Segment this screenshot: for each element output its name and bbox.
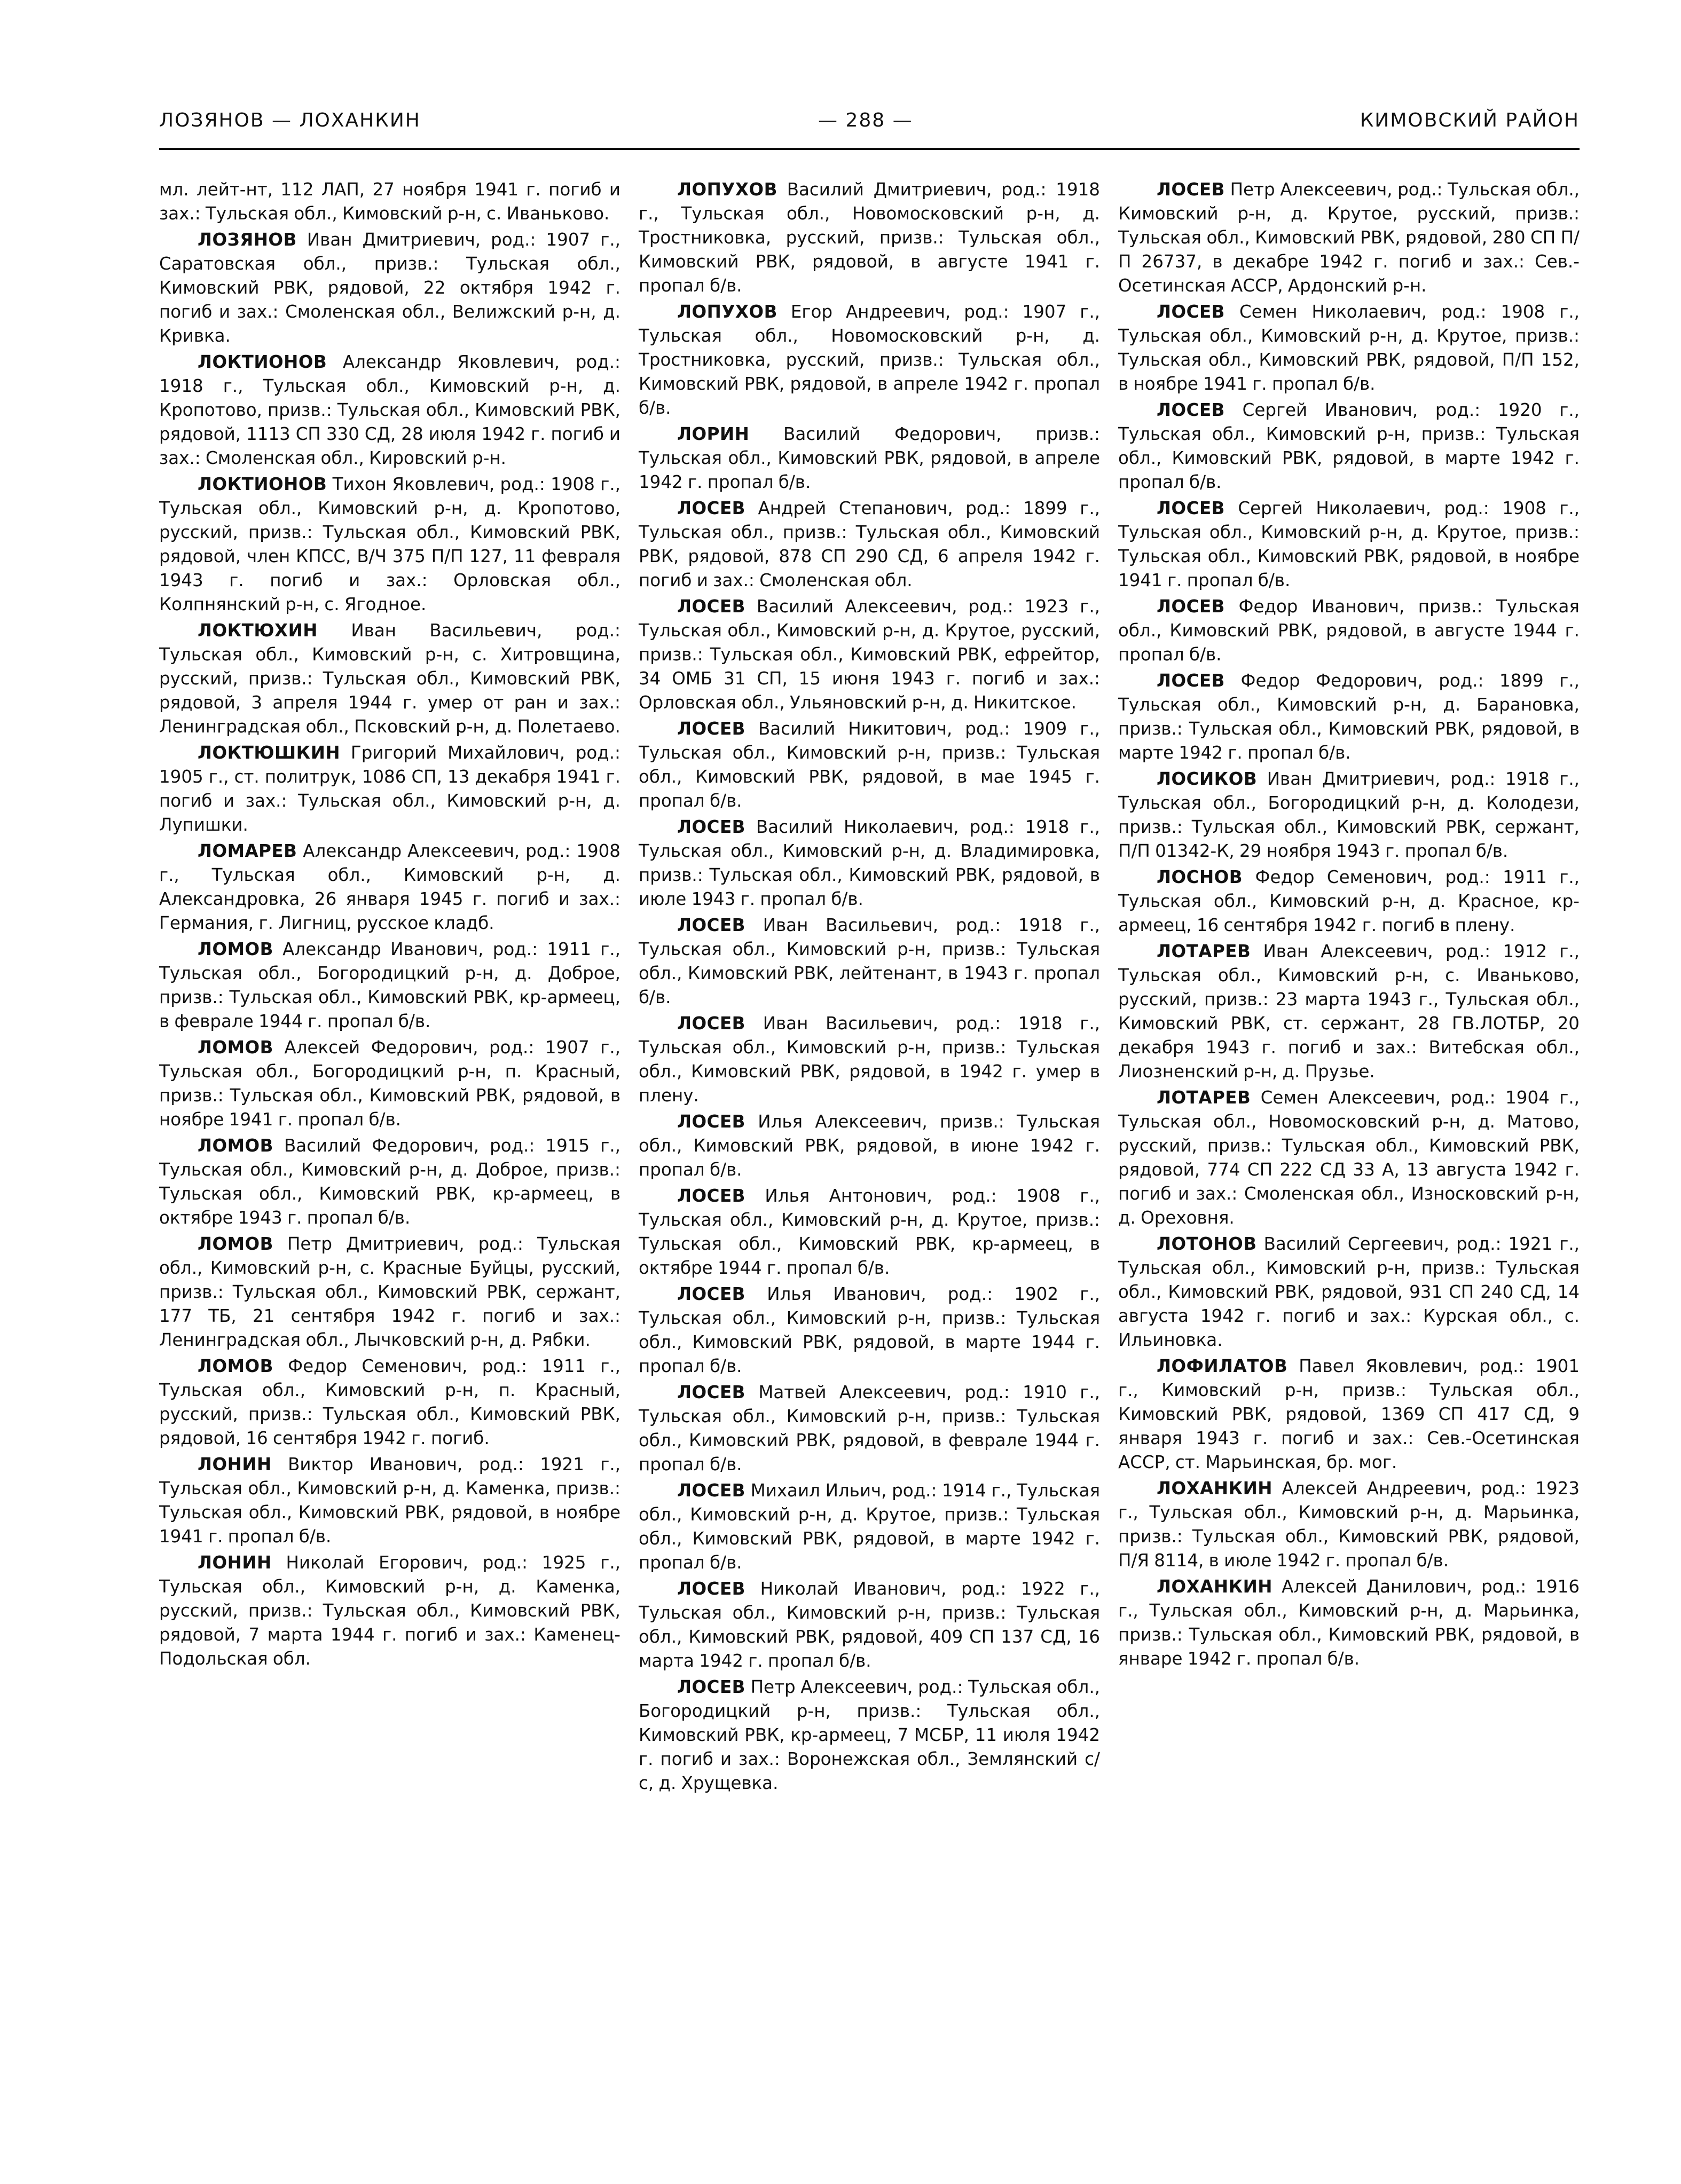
entry xyxy=(639,1282,1100,1378)
text-column-1 xyxy=(159,178,620,1673)
entry-surname: ЛОКТЮХИН xyxy=(198,620,318,641)
entry-text: Матвей Алексеевич, род.: 1910 г., Тульская обл., Кимовский р-н, призв.: Тульская обл., Кимовский РВК, рядовой, в феврале 1944 г. пропал б/в. xyxy=(639,1382,1100,1475)
entry-surname: ЛОСЕВ xyxy=(1157,302,1225,322)
entry xyxy=(639,1479,1100,1575)
entry-text: Иван Дмитриевич, род.: 1918 г., Тульская обл., Богородицкий р-н, д. Колодези, призв.: Тульская обл., Кимовский РВК, сержант, П/П 01342-К, 29 ноября 1943 г. пропал б/в. xyxy=(1118,769,1580,861)
entry xyxy=(159,178,620,226)
entry-surname: ЛОРИН xyxy=(677,424,750,444)
entry-surname: ЛОМОВ xyxy=(198,1234,273,1254)
entry-text: Егор Андреевич, род.: 1907 г., Тульская обл., Новомосковский р-н, д. Тростниковка, русский, призв.: Тульская обл., Кимовский РВК, рядовой, в апреле 1942 г. пропал б/в. xyxy=(639,302,1100,418)
entry-text: Василий Федорович, призв.: Тульская обл., Кимовский РВК, рядовой, в апреле 1942 г. пропал б/в. xyxy=(639,424,1100,492)
entry-text: Василий Алексеевич, род.: 1923 г., Тульская обл., Кимовский р-н, д. Крутое, русский, призв.: Тульская обл., Кимовский РВК, ефрейтор, 34 ОМБ 31 СП, 15 июня 1943 г. погиб и зах.: Орловская обл., Ульяновский р-н, д. Никитское. xyxy=(639,596,1100,713)
entry-text: Петр Алексеевич, род.: Тульская обл., Кимовский р-н, д. Крутое, русский, призв.: Тульская обл., Кимовский РВК, рядовой, 280 СП П/П 26737, в декабре 1942 г. погиб и зах.: Сев.-Осетинская АССР, Ардонский р-н. xyxy=(1118,179,1580,296)
header-rule xyxy=(159,148,1580,150)
entry-text: Иван Васильевич, род.: 1918 г., Тульская обл., Кимовский р-н, призв.: Тульская обл., Кимовский РВК, лейтенант, в 1943 г. пропал б/в. xyxy=(639,915,1100,1007)
entry xyxy=(159,1232,620,1352)
entry-text: Василий Никитович, род.: 1909 г., Тульская обл., Кимовский р-н, призв.: Тульская обл., Кимовский РВК, рядовой, в мае 1945 г. пропал б/в. xyxy=(639,719,1100,811)
entry-text: Илья Алексеевич, призв.: Тульская обл., Кимовский РВК, рядовой, в июне 1942 г. пропал б/в. xyxy=(639,1111,1100,1180)
entry-surname: ЛОСЕВ xyxy=(677,817,745,837)
entry-text: Григорий Михайлович, род.: 1905 г., ст. политрук, 1086 СП, 13 декабря 1941 г. погиб и зах.: Тульская обл., Кимовский р-н, д. Лупишки. xyxy=(159,743,620,835)
entry xyxy=(639,1577,1100,1673)
entry xyxy=(159,472,620,617)
entry-surname: ЛОСНОВ xyxy=(1157,867,1243,887)
entry-text: Федор Семенович, род.: 1911 г., Тульская обл., Кимовский р-н, д. Красное, кр-армеец, 16 сентября 1942 г. погиб в плену. xyxy=(1118,867,1580,935)
entry-text: Петр Дмитриевич, род.: Тульская обл., Кимовский р-н, с. Красные Буйцы, русский, призв.: Тульская обл., Кимовский РВК, сержант, 177 ТБ, 21 сентября 1942 г. погиб и зах.: Ленинградская обл., Лычковский р-н, д. Рябки. xyxy=(159,1234,620,1350)
entry-surname: ЛОМОВ xyxy=(198,1037,273,1058)
entry-text: Василий Федорович, род.: 1915 г., Тульская обл., Кимовский р-н, д. Доброе, призв.: Тульская обл., Кимовский РВК, кр-армеец, в октябре 1943 г. пропал б/в. xyxy=(159,1136,620,1228)
entry xyxy=(1118,1354,1580,1475)
entry-surname: ЛОСЕВ xyxy=(677,1111,745,1132)
entry-text: Алексей Данилович, род.: 1916 г., Тульская обл., Кимовский р-н, д. Марьинка, призв.: Тульская обл., Кимовский РВК, рядовой, в январе 1942 г. пропал б/в. xyxy=(1118,1576,1580,1669)
entry-text: Иван Дмитриевич, род.: 1907 г., Саратовская обл., призв.: Тульская обл., Кимовский РВК, рядовой, 22 октября 1942 г. погиб и зах.: Смоленская обл., Велижский р-н, д. Кривка. xyxy=(159,230,620,346)
entry xyxy=(1118,178,1580,298)
running-head-right: КИМОВСКИЙ РАЙОН xyxy=(1360,109,1580,131)
running-head-left: ЛОЗЯНОВ — ЛОХАНКИН xyxy=(159,109,421,131)
entry-text: Алексей Федорович, род.: 1907 г., Тульская обл., Богородицкий р-н, п. Красный, призв.: Тульская обл., Кимовский РВК, рядовой, в ноябре 1941 г. пропал б/в. xyxy=(159,1037,620,1130)
entry xyxy=(639,496,1100,593)
entry xyxy=(1118,865,1580,937)
entry xyxy=(1118,1232,1580,1352)
text-column-3 xyxy=(1118,178,1580,1673)
entry-surname: ЛОТАРЕВ xyxy=(1157,941,1251,961)
entry-surname: ЛОМОВ xyxy=(198,1136,273,1156)
entry-surname: ЛОСЕВ xyxy=(677,596,745,617)
entry xyxy=(1118,1477,1580,1573)
entry-surname: ЛОСЕВ xyxy=(677,1579,745,1599)
entry xyxy=(639,595,1100,715)
entry xyxy=(159,1453,620,1549)
entry xyxy=(1118,1086,1580,1230)
entry-text: Николай Иванович, род.: 1922 г., Тульская обл., Кимовский р-н, призв.: Тульская обл., Кимовский РВК, рядовой, 409 СП 137 СД, 16 марта 1942 г. пропал б/в. xyxy=(639,1579,1100,1671)
entry-surname: ЛОСЕВ xyxy=(677,719,745,739)
entry-text: Федор Федорович, род.: 1899 г., Тульская обл., Кимовский р-н, д. Барановка, призв.: Тульская обл., Кимовский РВК, рядовой, в марте 1942 г. пропал б/в. xyxy=(1118,671,1580,763)
entry-surname: ЛОФИЛАТОВ xyxy=(1157,1356,1288,1376)
entry xyxy=(159,228,620,348)
entry-text: Федор Семенович, род.: 1911 г., Тульская обл., Кимовский р-н, п. Красный, русский, призв.: Тульская обл., Кимовский РВК, рядовой, 16 сентября 1942 г. погиб. xyxy=(159,1356,620,1448)
entry-text: Федор Иванович, призв.: Тульская обл., Кимовский РВК, рядовой, в августе 1944 г. пропал б/в. xyxy=(1118,596,1580,665)
entry-surname: ЛОКТИОНОВ xyxy=(198,352,327,372)
running-head xyxy=(159,109,1580,141)
entry xyxy=(639,1675,1100,1795)
entry xyxy=(159,350,620,470)
entry xyxy=(639,422,1100,494)
entry xyxy=(639,300,1100,420)
entry xyxy=(159,1134,620,1230)
entry-text: Иван Алексеевич, род.: 1912 г., Тульская обл., Кимовский р-н, с. Иваньково, русский, призв.: 23 марта 1943 г., Тульская обл., Кимовский РВК, ст. сержант, 28 ГВ.ЛОТБР, 20 декабря 1943 г. погиб и зах.: Витебская обл., Лиозненский р-н, д. Прузье. xyxy=(1118,941,1580,1082)
entry-text: Петр Алексеевич, род.: Тульская обл., Богородицкий р-н, призв.: Тульская обл., Кимовский РВК, кр-армеец, 7 МСБР, 11 июля 1942 г. погиб и зах.: Воронежская обл., Землянский с/с, д. Хрущевка. xyxy=(639,1677,1100,1793)
entry-text: Тихон Яковлевич, род.: 1908 г., Тульская обл., Кимовский р-н, д. Кропотово, русский, призв.: Тульская обл., Кимовский РВК, рядовой, член КПСС, В/Ч 375 П/П 127, 11 февраля 1943 г. погиб и зах.: Орловская обл., Колпнянский р-н, с. Ягодное. xyxy=(159,474,620,614)
entry xyxy=(1118,398,1580,494)
entry xyxy=(159,741,620,837)
entry-surname: ЛОМАРЕВ xyxy=(198,841,297,861)
entry-text: Илья Иванович, род.: 1902 г., Тульская обл., Кимовский р-н, призв.: Тульская обл., Кимовский РВК, рядовой, в марте 1944 г. пропал б/в. xyxy=(639,1284,1100,1376)
entry xyxy=(639,717,1100,813)
entry xyxy=(639,178,1100,298)
entry xyxy=(1118,767,1580,863)
entry-surname: ЛОСИКОВ xyxy=(1157,769,1258,789)
entry-text: Сергей Николаевич, род.: 1908 г., Тульская обл., Кимовский р-н, д. Крутое, призв.: Тульская обл., Кимовский РВК, рядовой, в ноябре 1941 г. пропал б/в. xyxy=(1118,498,1580,590)
entry-text: Василий Николаевич, род.: 1918 г., Тульская обл., Кимовский р-н, д. Владимировка, призв.: Тульская обл., Кимовский РВК, рядовой, в июле 1943 г. пропал б/в. xyxy=(639,817,1100,909)
entry xyxy=(159,1036,620,1132)
entry-text: Василий Дмитриевич, род.: 1918 г., Тульская обл., Новомосковский р-н, д. Тростниковка, русский, призв.: Тульская обл., Кимовский РВК, рядовой, в августе 1941 г. пропал б/в. xyxy=(639,179,1100,296)
entry-text: Василий Сергеевич, род.: 1921 г., Тульская обл., Кимовский р-н, призв.: Тульская обл., Кимовский РВК, рядовой, 931 СП 240 СД, 14 августа 1942 г. погиб и зах.: Курская обл., с. Ильиновка. xyxy=(1118,1234,1580,1350)
entry-text: Александр Яковлевич, род.: 1918 г., Тульская обл., Кимовский р-н, д. Кропотово, призв.: Тульская обл., Кимовский РВК, рядовой, 1113 СП 330 СД, 28 июля 1942 г. погиб и зах.: Смоленская обл., Кировский р-н. xyxy=(159,352,620,468)
page-number: — 288 — xyxy=(818,109,913,131)
entry-text: Андрей Степанович, род.: 1899 г., Тульская обл., призв.: Тульская обл., Кимовский РВК, рядовой, 878 СП 290 СД, 6 апреля 1942 г. погиб и зах.: Смоленская обл. xyxy=(639,498,1100,590)
entry-surname: ЛОСЕВ xyxy=(677,1013,745,1034)
entry-surname: ЛОСЕВ xyxy=(1157,671,1225,691)
entry xyxy=(1118,595,1580,667)
entry-text: мл. лейт-нт, 112 ЛАП, 27 ноября 1941 г. погиб и зах.: Тульская обл., Кимовский р-н, с. Иваньково. xyxy=(159,179,620,224)
entry xyxy=(639,1184,1100,1280)
entry-surname: ЛОМОВ xyxy=(198,939,273,959)
entry xyxy=(639,815,1100,911)
entry-text: Семен Алексеевич, род.: 1904 г., Тульская обл., Новомосковский р-н, д. Матово, русский, призв.: Тульская обл., Кимовский РВК, рядовой, 774 СП 222 СД 33 А, 13 августа 1942 г. погиб и зах.: Смоленская обл., Износковский р-н, д. Ореховня. xyxy=(1118,1087,1580,1228)
entry xyxy=(639,913,1100,1010)
entry xyxy=(639,1110,1100,1182)
text-column-2 xyxy=(639,178,1100,1797)
entry xyxy=(1118,669,1580,765)
entry xyxy=(159,839,620,935)
entry xyxy=(159,619,620,739)
entry-surname: ЛОТАРЕВ xyxy=(1157,1087,1251,1108)
entry xyxy=(1118,940,1580,1084)
entry-surname: ЛОСЕВ xyxy=(677,1677,745,1697)
entry-surname: ЛОСЕВ xyxy=(1157,179,1225,200)
entry-text: Семен Николаевич, род.: 1908 г., Тульская обл., Кимовский р-н, д. Крутое, призв.: Тульская обл., Кимовский РВК, рядовой, П/П 152, в ноябре 1941 г. пропал б/в. xyxy=(1118,302,1580,394)
entry-text: Алексей Андреевич, род.: 1923 г., Тульская обл., Кимовский р-н, д. Марьинка, призв.: Тульская обл., Кимовский РВК, рядовой, П/Я 8114, в июле 1942 г. пропал б/в. xyxy=(1118,1478,1580,1571)
entry-surname: ЛОСЕВ xyxy=(677,1480,745,1501)
entry xyxy=(159,1354,620,1450)
entry-surname: ЛОХАНКИН xyxy=(1157,1576,1272,1597)
entry-text: Иван Васильевич, род.: 1918 г., Тульская обл., Кимовский р-н, призв.: Тульская обл., Кимовский РВК, рядовой, в 1942 г. умер в плену. xyxy=(639,1013,1100,1106)
entry-surname: ЛОСЕВ xyxy=(1157,400,1225,420)
entry-surname: ЛОХАНКИН xyxy=(1157,1478,1272,1499)
entry-text: Иван Васильевич, род.: Тульская обл., Кимовский р-н, с. Хитровщина, русский, призв.: Тульская обл., Кимовский РВК, рядовой, 3 апреля 1944 г. умер от ран и зах.: Ленинградская обл., Псковский р-н, д. Полетаево. xyxy=(159,620,620,737)
entry-text: Илья Антонович, род.: 1908 г., Тульская обл., Кимовский р-н, д. Крутое, призв.: Тульская обл., Кимовский РВК, кр-армеец, в октябре 1944 г. пропал б/в. xyxy=(639,1186,1100,1278)
entry-surname: ЛОКТИОНОВ xyxy=(198,474,327,494)
entry-surname: ЛОСЕВ xyxy=(1157,498,1225,518)
entry xyxy=(1118,1575,1580,1671)
entry xyxy=(639,1012,1100,1108)
entry xyxy=(159,1551,620,1671)
entry xyxy=(639,1381,1100,1477)
entry xyxy=(159,937,620,1034)
entry xyxy=(1118,496,1580,593)
entry-surname: ЛОСЕВ xyxy=(677,1186,745,1206)
entry-text: Александр Иванович, род.: 1911 г., Тульская обл., Богородицкий р-н, д. Доброе, призв.: Тульская обл., Кимовский РВК, кр-армеец, в феврале 1944 г. пропал б/в. xyxy=(159,939,620,1031)
entry-surname: ЛОНИН xyxy=(198,1552,272,1573)
entry-surname: ЛОСЕВ xyxy=(677,915,745,935)
entry-text: Николай Егорович, род.: 1925 г., Тульская обл., Кимовский р-н, д. Каменка, русский, призв.: Тульская обл., Кимовский РВК, рядовой, 7 марта 1944 г. погиб и зах.: Каменец-Подольская обл. xyxy=(159,1552,620,1669)
entry-text: Виктор Иванович, род.: 1921 г., Тульская обл., Кимовский р-н, д. Каменка, призв.: Тульская обл., Кимовский РВК, рядовой, в ноябре 1941 г. пропал б/в. xyxy=(159,1454,620,1547)
entry-text: Александр Алексеевич, род.: 1908 г., Тульская обл., Кимовский р-н, д. Александровка, 26 января 1945 г. погиб и зах.: Германия, г. Лигниц, русское кладб. xyxy=(159,841,620,933)
entry-surname: ЛОПУХОВ xyxy=(677,179,777,200)
entry-text: Сергей Иванович, род.: 1920 г., Тульская обл., Кимовский р-н, призв.: Тульская обл., Кимовский РВК, рядовой, в марте 1942 г. пропал б/в. xyxy=(1118,400,1580,492)
entry-surname: ЛОТОНОВ xyxy=(1157,1234,1257,1254)
entry-surname: ЛОСЕВ xyxy=(677,498,745,518)
entry-surname: ЛОПУХОВ xyxy=(677,302,777,322)
entry-surname: ЛОКТЮШКИН xyxy=(198,743,341,763)
entry xyxy=(1118,300,1580,396)
entry-surname: ЛОЗЯНОВ xyxy=(198,230,297,250)
entry-surname: ЛОМОВ xyxy=(198,1356,273,1376)
entry-surname: ЛОСЕВ xyxy=(677,1382,745,1402)
entry-text: Михаил Ильич, род.: 1914 г., Тульская обл., Кимовский р-н, д. Крутое, призв.: Тульская обл., Кимовский РВК, рядовой, в марте 1942 г. пропал б/в. xyxy=(639,1480,1100,1573)
entry-text: Павел Яковлевич, род.: 1901 г., Кимовский р-н, призв.: Тульская обл., Кимовский РВК, рядовой, 1369 СП 417 СД, 9 января 1943 г. погиб и зах.: Сев.-Осетинская АССР, ст. Марьинская, бр. мог. xyxy=(1118,1356,1580,1472)
entry-surname: ЛОСЕВ xyxy=(677,1284,745,1304)
entry-surname: ЛОНИН xyxy=(198,1454,272,1475)
entry-surname: ЛОСЕВ xyxy=(1157,596,1225,617)
